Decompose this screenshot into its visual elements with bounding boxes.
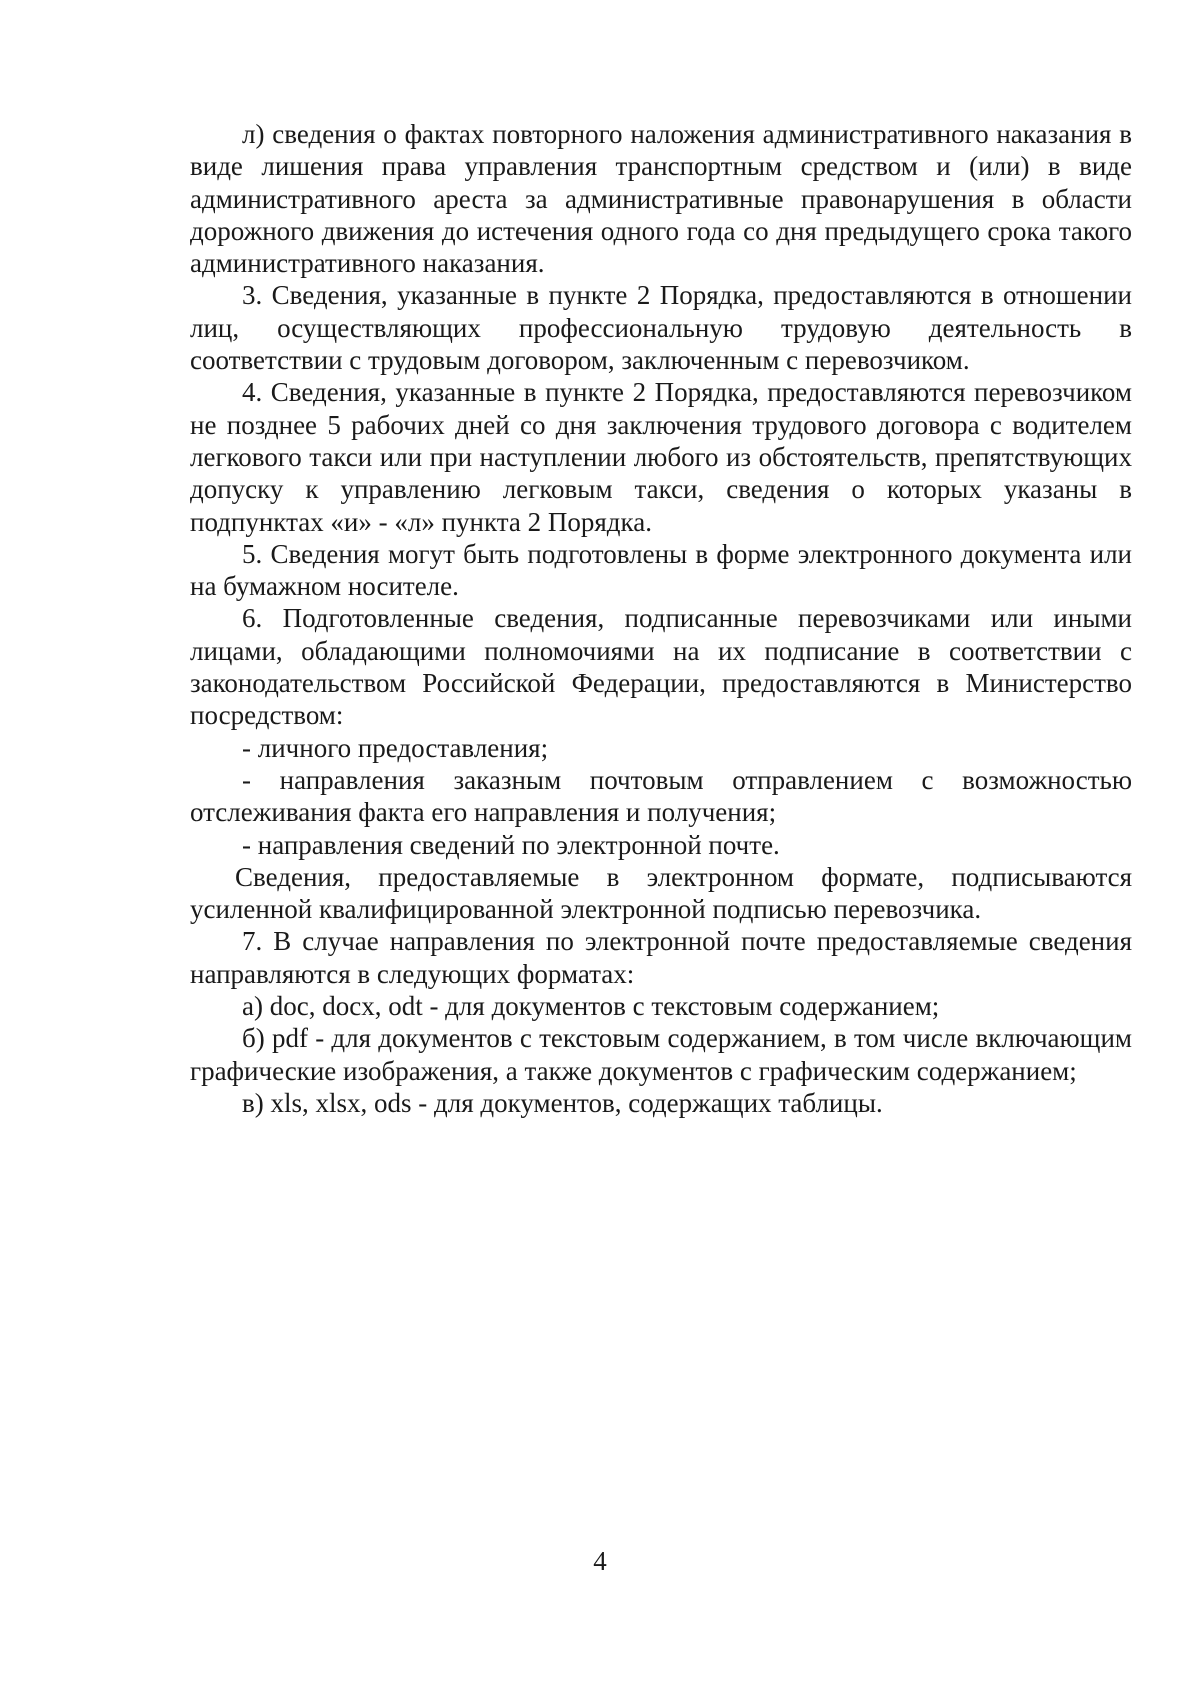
paragraph-5: 5. Сведения могут быть подготовлены в форме электронного документа или на бумажном носителе. [190,538,1132,602]
page-number: 4 [593,1546,607,1576]
paragraph-electronic-signature: Сведения, предоставляемые в электронном формате, подписываются усиленной квалифицированной электронной подписью перевозчика. [190,861,1132,925]
paragraph-4: 4. Сведения, указанные в пункте 2 Порядка, предоставляются перевозчиком не позднее 5 рабочих дней со дня заключения трудового договора с водителем легкового такси или при наступлении любого из обстоятельств, препятствующих допуску к управлению легковым такси, сведения о которых указаны в подпунктах «и» - «л» пункта 2 Порядка. [190,377,1132,537]
paragraph-3: 3. Сведения, указанные в пункте 2 Порядка, предоставляются в отношении лиц, осуществляющих профессиональную трудовую деятельность в соответствии с трудовым договором, заключенным с перевозчиком. [190,280,1132,376]
list-item-format-a: а) doc, docx, odt - для документов с текстовым содержанием; [242,991,940,1022]
list-item-format-b: б) pdf - для документов с текстовым содержанием, в том числе включающим графические изображения, а также документов с графическим содержанием; [190,1023,1132,1086]
list-item-registered-mail: - направления заказным почтовым отправлением с возможностью отслеживания факта его направления и получения; [190,764,1132,828]
list-item-format-v: в) xls, xlsx, ods - для документов, содержащих таблицы. [242,1087,883,1118]
paragraph-item-l: л) сведения о фактах повторного наложения административного наказания в виде лишения права управления транспортным средством и (или) в виде административного ареста за административные правонарушения в области дорожного движения до истечения одного года со дня предыдущего срока такого административного наказания. [190,119,1132,279]
paragraph-7: 7. В случае направления по электронной почте предоставляемые сведения направляются в следующих форматах: [190,926,1132,989]
list-item-personal: - личного предоставления; [242,732,549,763]
list-item-email: - направления сведений по электронной почте. [242,829,780,860]
paragraph-6: 6. Подготовленные сведения, подписанные перевозчиками или иными лицами, обладающими полномочиями на их подписание в соответствии с законодательством Российской Федерации, предоставляются в Министерство посредством: [190,603,1132,731]
document-body [190,118,1132,1119]
